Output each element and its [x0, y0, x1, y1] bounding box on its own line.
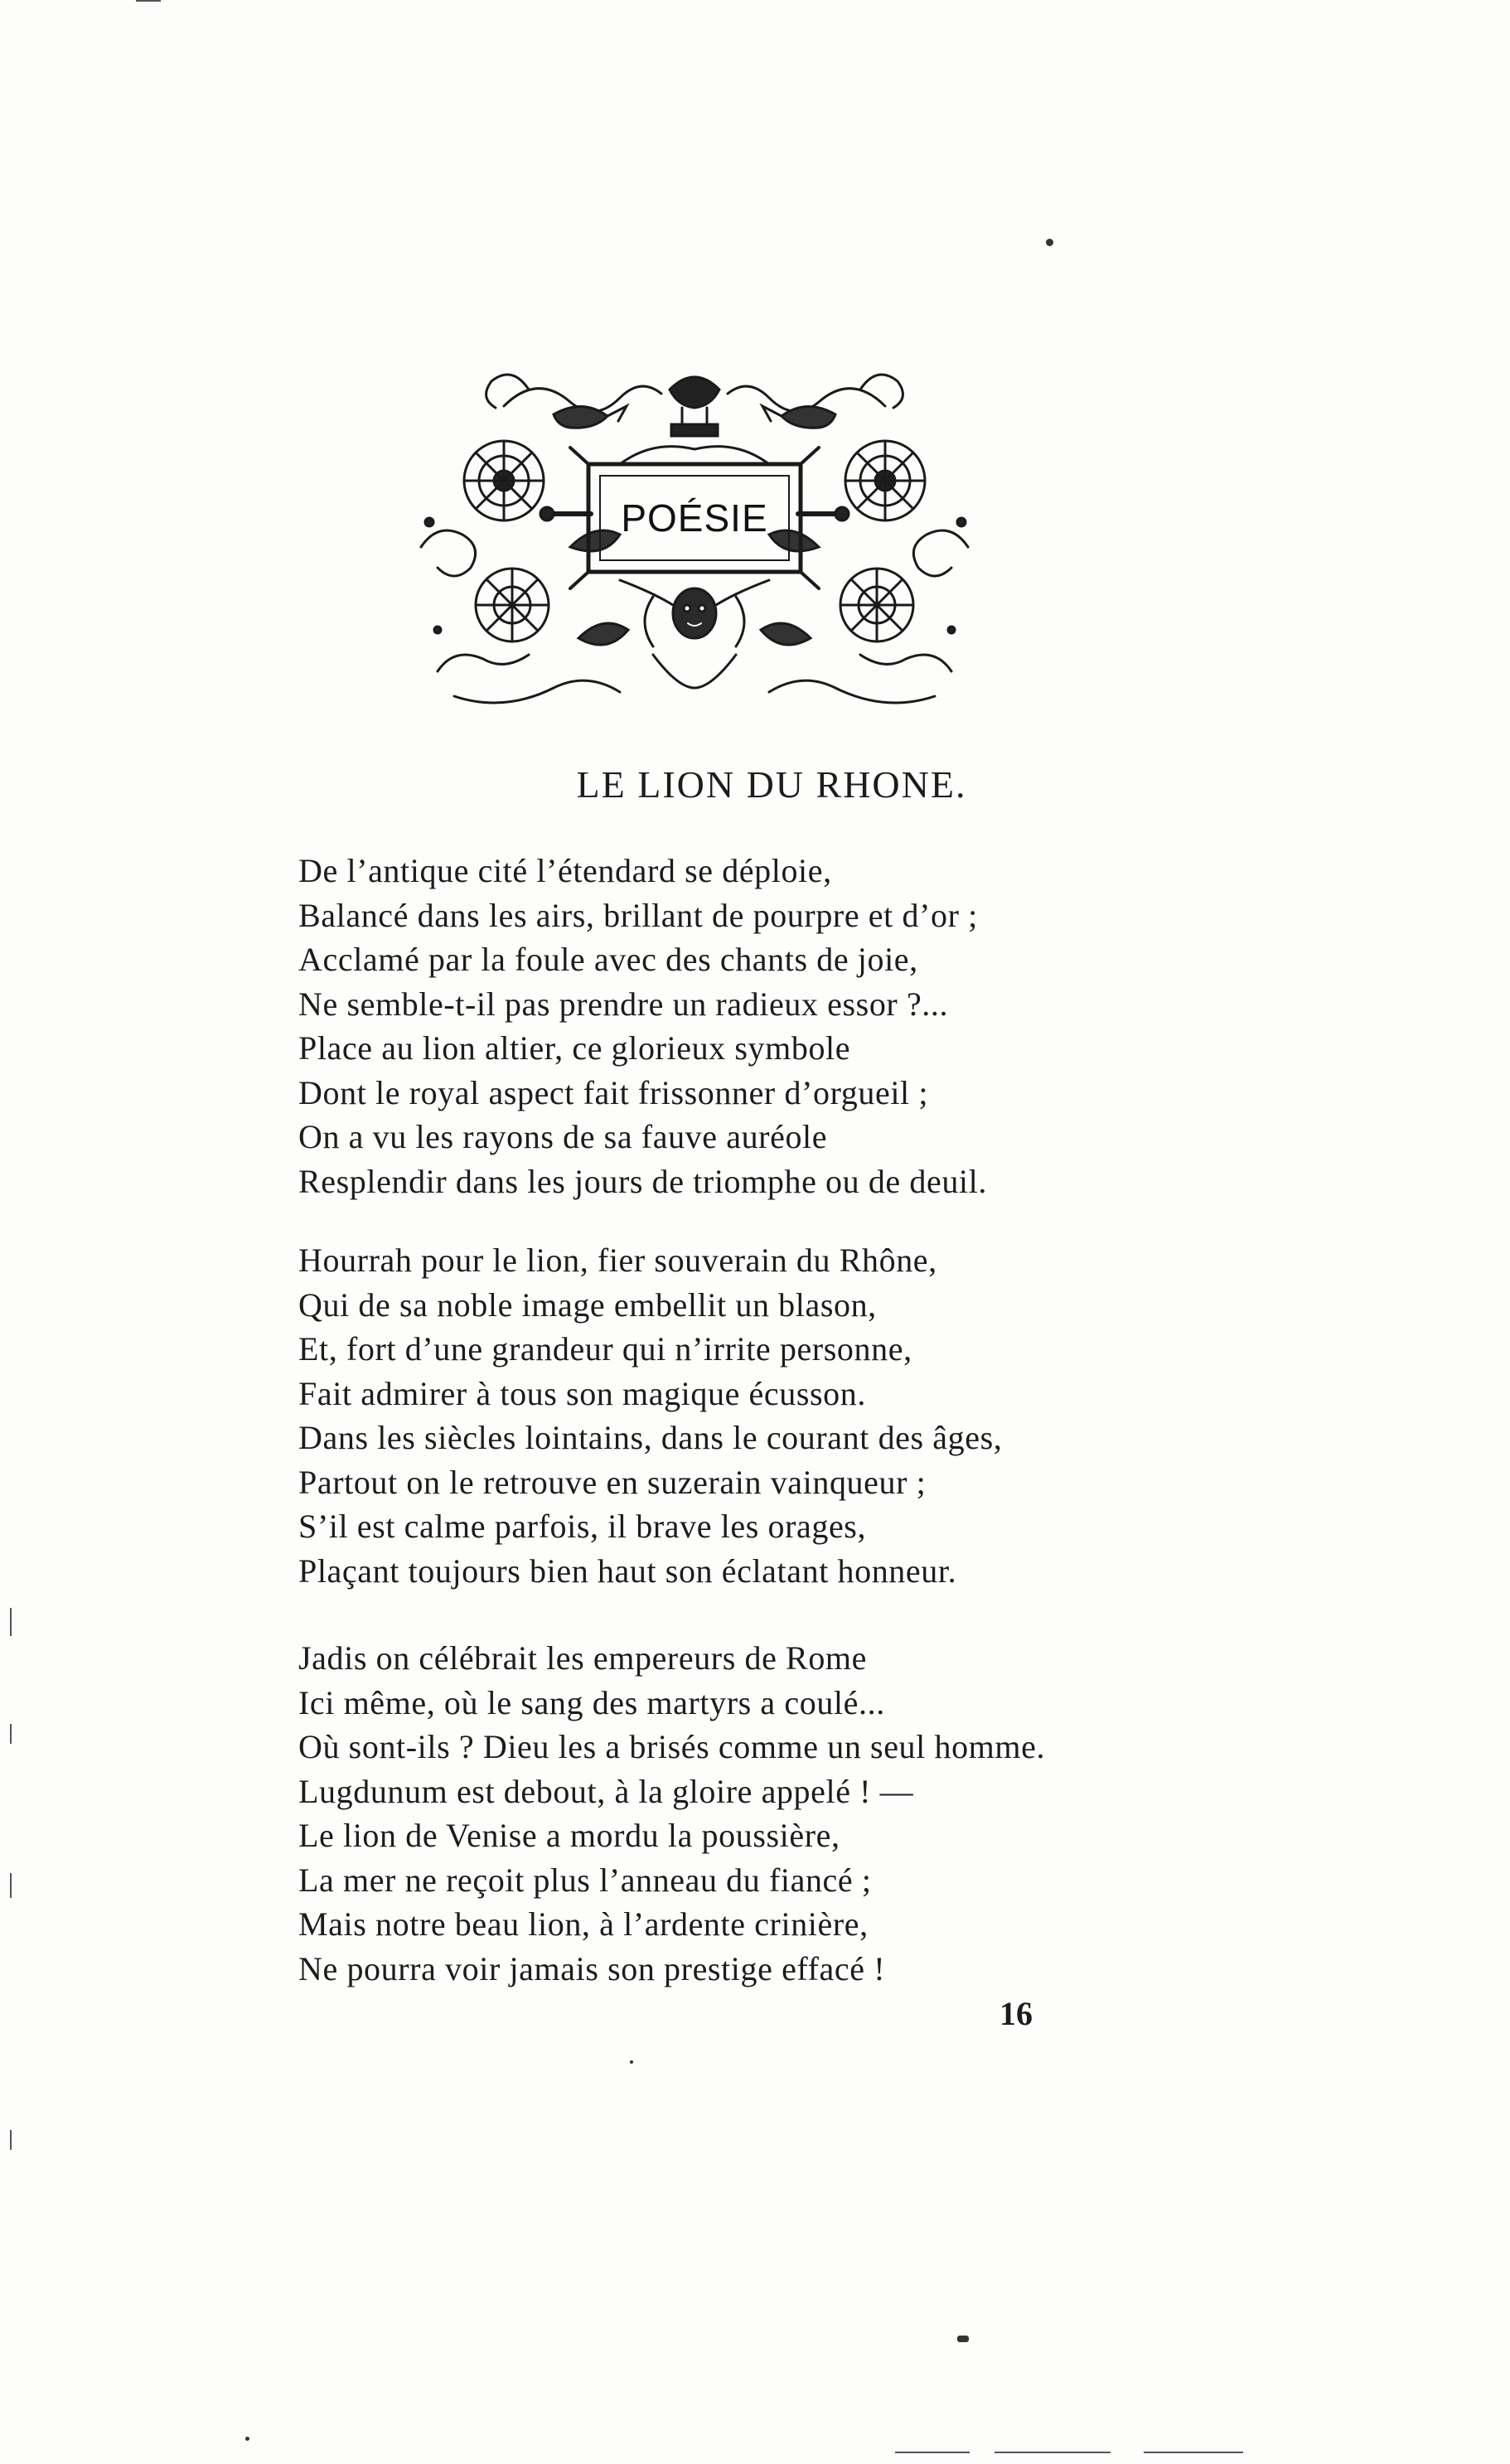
- stanza: [298, 1636, 1210, 1991]
- scan-edge-mark: [136, 0, 161, 2]
- poem-line: Mais notre beau lion, à l’ardente crinière,: [298, 1905, 869, 1943]
- poem-line: On a vu les rayons de sa fauve auréole: [298, 1118, 828, 1155]
- stanza: [298, 1238, 1210, 1593]
- poem-line: Partout on le retrouve en suzerain vainqueur ;: [298, 1463, 927, 1501]
- poem-line: Resplendir dans les jours de triomphe ou de deuil.: [298, 1162, 987, 1200]
- poem-line: Fait admirer à tous son magique écusson.: [298, 1374, 866, 1412]
- poem-line: Dont le royal aspect fait frissonner d’orgueil ;: [298, 1073, 929, 1111]
- scan-edge-mark: [10, 1873, 12, 1898]
- poem-line: Qui de sa noble image embellit un blason,: [298, 1285, 877, 1324]
- scan-edge-mark: [10, 1608, 12, 1636]
- poem-line: La mer ne reçoit plus l’anneau du fiancé ;: [298, 1861, 872, 1899]
- section-heading: POÉSIE: [621, 496, 768, 540]
- poem-line: Ici même, où le sang des martyrs a coulé...: [298, 1683, 885, 1721]
- poem-line: Le lion de Venise a mordu la poussière,: [298, 1817, 840, 1854]
- poem-line: Plaçant toujours bien haut son éclatant honneur.: [298, 1551, 957, 1590]
- poem-line: Jadis on célébrait les empereurs de Rome: [298, 1639, 867, 1677]
- page-number: 16: [999, 1995, 1033, 2032]
- ornamental-vignette: [404, 356, 985, 713]
- poem-line: S’il est calme parfois, il brave les orages,: [298, 1508, 867, 1545]
- scan-edge-mark: [895, 2452, 970, 2453]
- poem-line: Et, fort d’une grandeur qui n’irrite personne,: [298, 1330, 912, 1368]
- scan-edge-mark: [995, 2452, 1111, 2453]
- poem-line: Place au lion altier, ce glorieux symbole: [298, 1029, 851, 1067]
- scan-edge-mark: [1144, 2452, 1243, 2453]
- poem-line: Hourrah pour le lion, fier souverain du Rhône,: [298, 1242, 937, 1279]
- poem-line: Lugdunum est debout, à la gloire appelé ! —: [298, 1772, 914, 1810]
- poem-line: Acclamé par la foule avec des chants de joie,: [298, 941, 918, 978]
- poem-line: Ne pourra voir jamais son prestige effacé !: [298, 1949, 886, 1987]
- poem-line: Ne semble-t-il pas prendre un radieux essor ?...: [298, 985, 949, 1023]
- poem-title: LE LION DU RHONE.: [576, 763, 967, 806]
- poem-line: Dans les siècles lointains, dans le courant des âges,: [298, 1419, 1003, 1456]
- poem-line: De l’antique cité l’étendard se déploie,: [298, 852, 832, 889]
- poem-line: Balancé dans les airs, brillant de pourpre et d’or ;: [298, 896, 978, 934]
- stanza: [298, 849, 1210, 1203]
- poem-line: Où sont-ils ? Dieu les a brisés comme un seul homme.: [298, 1728, 1046, 1765]
- scan-edge-mark: [10, 1724, 12, 1744]
- scan-edge-mark: [10, 2130, 12, 2150]
